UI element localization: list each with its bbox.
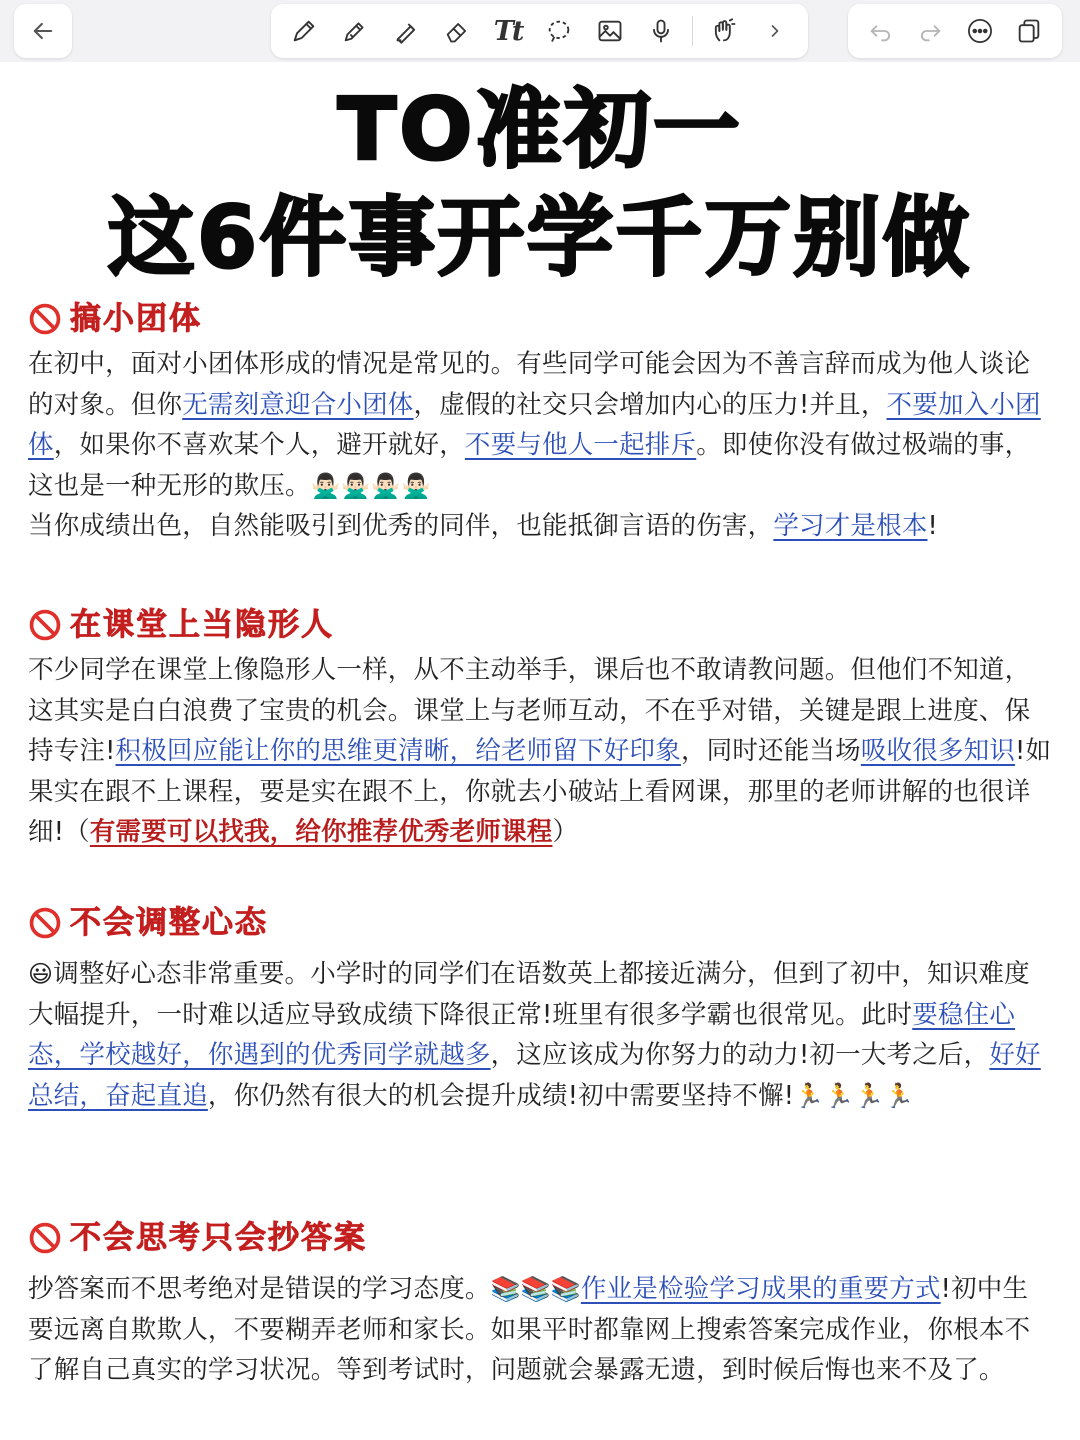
image-icon[interactable] (590, 11, 630, 51)
redo-icon[interactable] (910, 11, 950, 51)
section-body (28, 344, 1052, 547)
body-link[interactable]: 无需刻意迎合小团体 (182, 389, 414, 420)
body-link[interactable]: 好好总结，奋起直追 (28, 1040, 1041, 1111)
lasso-icon[interactable] (539, 11, 579, 51)
body-text: 在初中，面对小团体形成的情况是常见的。有些同学可能会因为不善言辞而成为他人谈论的对象。但你 (28, 349, 1031, 420)
title-line-2: 这6件事开学千万别做 (108, 188, 972, 288)
section-body (28, 954, 1052, 1116)
section-invisible-in-class (28, 604, 1052, 853)
section-heading-text: 搞小团体 (70, 301, 202, 337)
body-text: ! (927, 511, 938, 541)
prohibited-icon (28, 1221, 62, 1255)
section-body (28, 650, 1052, 853)
body-text: !如果实在跟不上课程，要是实在跟不上，你就去小破站上看网课，那里的老师讲解的也很详细!（ (28, 736, 1052, 847)
back-arrow-icon[interactable] (23, 11, 63, 51)
back-button[interactable] (14, 4, 72, 58)
more-icon[interactable] (960, 11, 1000, 51)
prohibited-icon (28, 608, 62, 642)
page-title (0, 76, 1080, 292)
section-heading-text: 不会思考只会抄答案 (70, 1220, 367, 1256)
top-toolbar (0, 0, 1080, 62)
chevron-right-icon[interactable] (755, 11, 795, 51)
body-text: 调整好心态非常重要。小学时的同学们在语数英上都接近满分，但到了初中，知识难度大幅提升，一时难以适应导致成绩下降很正常!班里有很多学霸也很常见。此时 (28, 959, 1030, 1030)
text-tool-label: Tt (493, 15, 523, 47)
body-link[interactable]: 积极回应能让你的思维更清晰，给老师留下好印象 (115, 736, 681, 766)
section-heading (28, 1217, 1052, 1259)
body-text: 当你成绩出色，自然能吸引到优秀的同伴，也能抵御言语的伤害， (28, 511, 774, 541)
body-text: 抄答案而不思考绝对是错误的学习态度。 (28, 1274, 491, 1304)
pen-icon[interactable] (284, 11, 324, 51)
section-heading-text: 不会调整心态 (70, 905, 268, 941)
gesture-icon[interactable] (704, 11, 744, 51)
body-text: ，虚假的社交只会增加内心的压力!并且， (413, 389, 887, 420)
books-emoji: 📚📚📚 (490, 1275, 581, 1303)
smiley-emoji: 😃 (28, 960, 54, 988)
microphone-icon[interactable] (641, 11, 681, 51)
body-text: ，同时还能当场 (680, 736, 861, 766)
person-gesturing-no-emoji: 🙅🏻‍♂️🙅🏻‍♂️🙅🏻‍♂️🙅🏻‍♂️ (310, 471, 432, 500)
body-text: ，如果你不喜欢某个人，避开就好， (53, 430, 465, 460)
recommend-course-link[interactable]: 有需要可以找我，给你推荐优秀老师课程 (89, 817, 553, 847)
eraser-icon[interactable] (437, 11, 477, 51)
section-heading (28, 298, 1052, 340)
body-link[interactable]: 要稳住心态，学校越好，你遇到的优秀同学就越多 (28, 999, 1016, 1070)
text-tool-icon[interactable] (488, 11, 528, 51)
section-heading (28, 604, 1052, 646)
body-link[interactable]: 作业是检验学习成果的重要方式 (580, 1274, 941, 1304)
section-mindset (28, 902, 1052, 1116)
body-text: 。即使你没有做过极端的事，这也是一种无形的欺压。 (28, 430, 1031, 501)
pencil-icon[interactable] (335, 11, 375, 51)
runner-emoji: 🏃🏃🏃🏃 (794, 1081, 915, 1110)
undo-icon[interactable] (861, 11, 901, 51)
body-text: ） (552, 817, 579, 847)
section-copying-answers (28, 1217, 1052, 1391)
prohibited-icon (28, 302, 62, 336)
section-body (28, 1269, 1052, 1391)
body-link[interactable]: 不要与他人一起排斥 (464, 430, 697, 460)
body-link[interactable]: 学习才是根本 (773, 511, 928, 541)
prohibited-icon (28, 906, 62, 940)
note-page (0, 62, 1080, 292)
body-text: ，这应该成为你努力的动力!初一大考之后， (490, 1040, 990, 1070)
section-heading-text: 在课堂上当隐形人 (70, 607, 334, 643)
body-link[interactable]: 不要加入小团体 (28, 389, 1041, 460)
highlighter-icon[interactable] (386, 11, 426, 51)
drawing-tools-bar (271, 4, 808, 58)
body-link[interactable]: 吸收很多知识 (860, 736, 1016, 766)
body-text: 不少同学在课堂上像隐形人一样，从不主动举手，课后也不敢请教问题。但他们不知道，这其实是白白浪费了宝贵的机会。课堂上与老师互动，不在乎对错，关键是跟上进度、保持专注! (28, 655, 1031, 766)
section-heading (28, 902, 1052, 944)
body-text: !初中生要远离自欺欺人，不要糊弄老师和家长。如果平时都靠网上搜索答案完成作业，你根本不了解自己真实的学习状况。等到考试时，问题就会暴露无遗，到时候后悔也来不及了。 (28, 1274, 1031, 1385)
title-line-1: TO准初一 (337, 80, 743, 180)
body-text: ，你仍然有很大的机会提升成绩!初中需要坚持不懈! (207, 1080, 795, 1111)
pages-icon[interactable] (1009, 11, 1049, 51)
section-cliques (28, 298, 1052, 547)
toolbar-divider (692, 16, 693, 46)
document-actions-bar (848, 4, 1062, 58)
